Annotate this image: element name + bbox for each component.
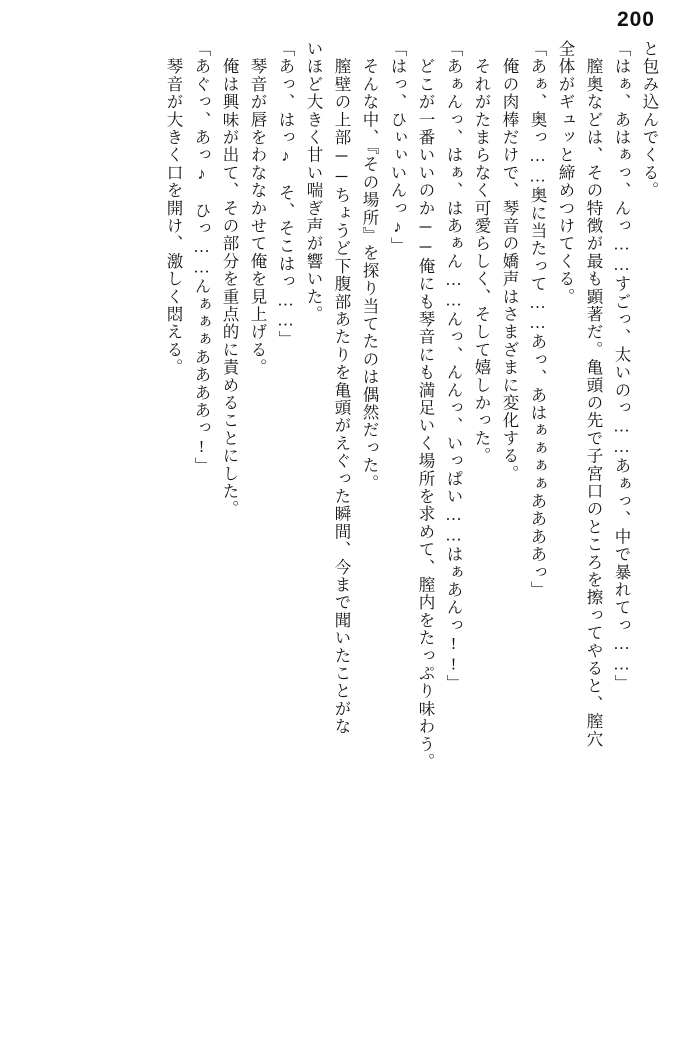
text-line: 膣奥などは、その特徴が最も顕著だ。亀頭の先で子宮口のところを擦ってやると、膣穴 <box>584 40 603 748</box>
text-line: 「あぐっ、あっ♪ ひっ……んぁぁぁああああっ!」 <box>192 40 211 475</box>
vertical-text-body <box>18 40 657 1034</box>
text-line: どこが一番いいのか──俺にも琴音にも満足いく場所を求めて、膣内をたっぷり味わう。 <box>416 40 435 771</box>
page-number: 200 <box>616 8 655 31</box>
text-line: そんな中、『その場所』を探り当てたのは偶然だった。 <box>360 40 379 492</box>
text-line: 「あぁんっ、はぁ、はあぁん……んっ、んんっ、いっぱい……はぁあんっ!!」 <box>444 40 463 693</box>
text-line: 琴音が唇をわななかせて俺を見上げる。 <box>248 40 267 377</box>
text-line: 「あっ、はっ♪ そ、そこはっ……」 <box>276 40 295 349</box>
text-line: 俺は興味が出て、その部分を重点的に責めることにした。 <box>220 40 239 518</box>
text-line: 全体がギュッと締めつけてくる。 <box>556 40 575 306</box>
text-line: 膣壁の上部──ちょうど下腹部あたりを亀頭がえぐった瞬間、今まで聞いたことがな <box>332 40 351 736</box>
text-line: 俺の肉棒だけで、琴音の嬌声はさまざまに変化する。 <box>500 40 519 483</box>
text-line: 琴音が大きく口を開け、激しく悶える。 <box>164 40 183 377</box>
text-line: 「はぁ、あはぁっ、んっ……すごっ、太いのっ……あぁっ、中で暴れてっ……」 <box>612 40 631 693</box>
text-line: いほど大きく甘い喘ぎ声が響いた。 <box>304 40 323 324</box>
text-line: それがたまらなく可愛らしく、そして嬉しかった。 <box>472 40 491 465</box>
text-line: と包み込んでくる。 <box>640 40 659 200</box>
text-line: 「はっ、ひぃぃいんっ♪」 <box>388 40 407 255</box>
text-line: 「あぁ、奥っ……奥に当たって……あっ、あはぁぁぁぁああああっ」 <box>528 40 547 599</box>
